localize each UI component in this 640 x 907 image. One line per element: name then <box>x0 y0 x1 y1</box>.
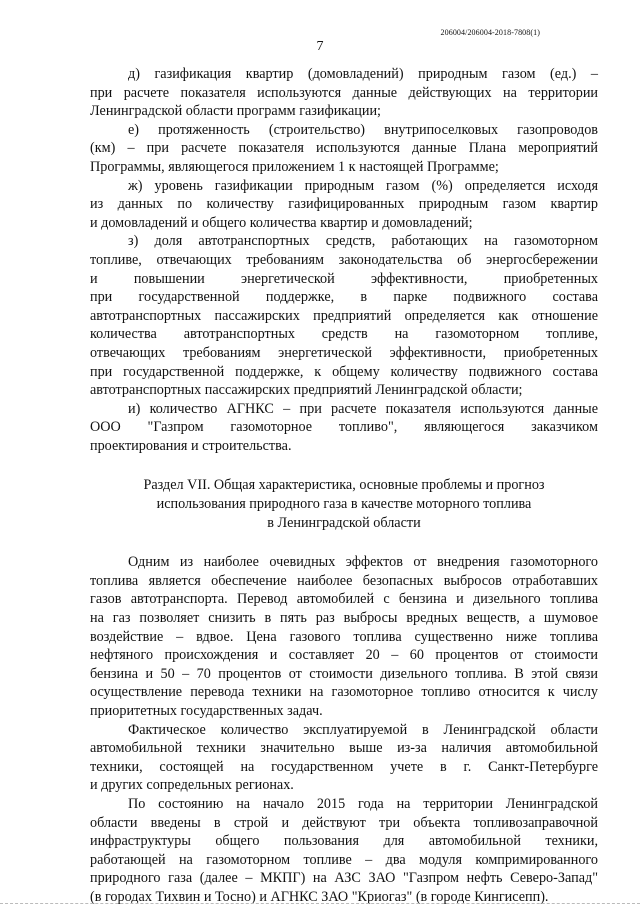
text-line: д) газификация квартир (домовладений) природным газом (ед.) – <box>128 66 598 82</box>
list-item-paragraph <box>90 121 598 177</box>
list-item-paragraph <box>90 177 598 233</box>
page-number: 7 <box>316 39 324 54</box>
text-line: и) количество АГНКС – при расчете показателя используются данные <box>128 400 598 417</box>
text-line: области введены в строй и действуют три объекта топливозаправочной <box>90 814 598 831</box>
section-text <box>90 553 598 906</box>
text-line: приоритетных государственных задач. <box>90 703 323 719</box>
body-paragraph <box>90 553 598 720</box>
text-line: при государственной поддержке, в парке подвижного состава <box>90 289 598 306</box>
text-line: и повышении энергетической эффективности, приобретенных <box>90 270 598 287</box>
body-paragraph <box>90 721 598 795</box>
list-item-paragraph <box>90 400 598 456</box>
text-line: отвечающих требованиям энергетической эффективности, приобретенных <box>90 344 598 361</box>
text-line: з) доля автотранспортных средств, работающих на газомоторном <box>128 233 598 250</box>
text-line: топлива является обеспечение наиболее безопасных выбросов отработавших <box>90 572 598 589</box>
text-line: из данных по количеству газифицированных природным газом квартир <box>90 196 598 213</box>
text-line: автотранспортных пассажирских предприятий определяется как отношение <box>90 307 598 324</box>
text-line: топливе, отвечающих требованиям законодательства об энергосбережении <box>90 251 598 268</box>
text-line: (км) – при расчете показателя используются данные Плана мероприятий <box>90 140 598 157</box>
text-line: природного газа (далее – МКПГ) на АЗС ЗАО "Газпром нефть Северо-Запад" <box>90 870 598 887</box>
text-line: инфраструктуры общего пользования для автомобильной техники, <box>90 833 598 850</box>
text-line: количества автотранспортных средств на газомоторном топливе, <box>90 326 598 343</box>
text-line: Программы, являющегося приложением 1 к настоящей Программе; <box>90 158 499 175</box>
text-line: (в городах Тихвин и Тосно) и АГНКС ЗАО "Криогаз" (в городе Кингисепп). <box>90 888 549 905</box>
text-line: По состоянию на начало 2015 года на территории Ленинградской <box>128 795 598 812</box>
text-line: на газ позволяет снизить в пять раз выбросы вредных веществ, а шумовое <box>90 610 598 627</box>
text-line: проектирования и строительства. <box>90 437 292 454</box>
text-line: нефтяного происхождения и составляет 20 – 60 процентов от стоимости <box>90 647 598 664</box>
section-heading <box>90 476 598 532</box>
text-line: при государственной поддержке, к общему количеству подвижного состава <box>90 363 598 380</box>
list-item-paragraph <box>90 65 598 121</box>
text-line: газов автотранспорта. Перевод автомобилей с бензина и дизельного топлива <box>90 591 598 608</box>
document-body <box>90 65 598 907</box>
text-line: осуществление перевода техники на газомоторное топливо относится к числу <box>90 684 598 701</box>
text-line: Ленинградской области программ газификации; <box>90 103 381 120</box>
text-line: автомобильной техники значительно выше из-за наличия автомобильной <box>90 740 598 757</box>
text-line: Одним из наиболее очевидных эффектов от внедрения газомоторного <box>128 554 598 571</box>
heading-line: использования природного газа в качестве моторного топлива <box>156 496 532 513</box>
text-line: работающей на газомоторном топливе – два модуля компримированного <box>90 851 598 868</box>
list-items <box>90 65 598 455</box>
text-line: Фактическое количество эксплуатируемой в Ленинградской области <box>128 721 598 738</box>
text-line: бензина и 50 – 70 процентов от стоимости дизельного топлива. В этой связи <box>90 665 598 682</box>
text-line: воздействие – вдвое. Цена газового топлива существенно ниже топлива <box>90 628 598 645</box>
text-line: ООО "Газпром газомоторное топливо", являющегося заказчиком <box>90 419 598 436</box>
heading-line: в Ленинградской области <box>267 514 421 531</box>
heading-line: Раздел VII. Общая характеристика, основные проблемы и прогноз <box>143 477 545 494</box>
list-item-paragraph <box>90 232 598 399</box>
text-line: при расчете показателя используются данные действующих на территории <box>90 84 598 101</box>
document-id: 206004/206004-2018-7808(1) <box>440 28 540 37</box>
text-line: е) протяженность (строительство) внутрипоселковых газопроводов <box>128 121 598 138</box>
text-line: и других сопредельных регионах. <box>90 777 294 794</box>
body-paragraph <box>90 795 598 907</box>
text-line: автотранспортных пассажирских предприятий Ленинградской области; <box>90 382 523 399</box>
text-line: и домовладений и общего количества квартир и домовладений; <box>90 214 473 231</box>
text-line: техники, состоящей на государственном учете в г. Санкт-Петербурге <box>90 758 598 775</box>
text-line: ж) уровень газификации природным газом (%) определяется исходя <box>128 177 598 194</box>
